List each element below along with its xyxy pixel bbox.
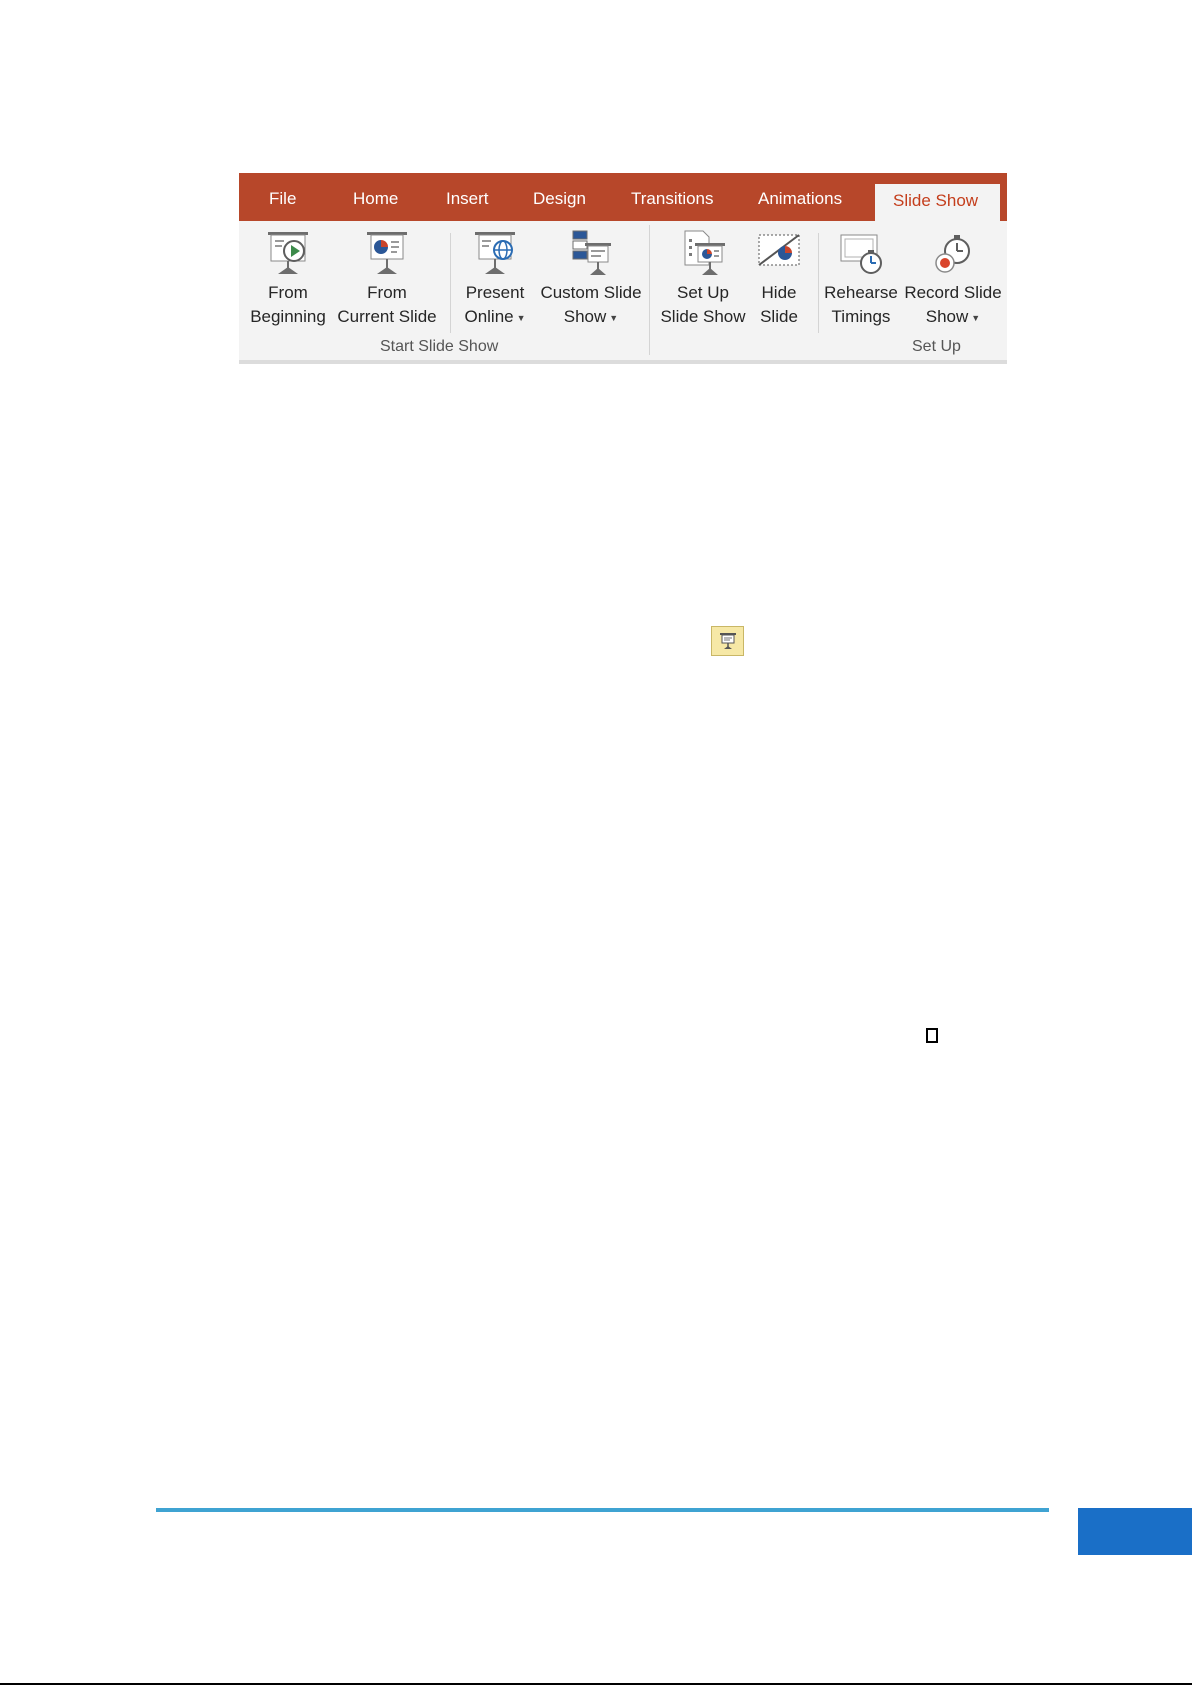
rehearse-timings-icon — [837, 229, 885, 277]
custom-slide-show-icon — [567, 229, 615, 277]
setup-slide-show-icon — [679, 229, 727, 277]
present-online-line1: Present — [465, 283, 525, 302]
group-label-start-slide-show: Start Slide Show — [380, 338, 499, 355]
presentation-screen-icon — [363, 229, 411, 277]
record-slide-show-icon — [929, 229, 977, 277]
hide-slide-line1: Hide — [761, 283, 797, 302]
group-separator — [649, 225, 650, 355]
from-beginning-button[interactable] — [245, 227, 331, 331]
custom-slide-show-line2-wrap — [535, 305, 647, 330]
custom-slide-show-button[interactable] — [535, 227, 647, 331]
rehearse-timings-button[interactable] — [821, 227, 901, 331]
tab-file[interactable]: File — [269, 189, 297, 208]
from-beginning-line1: From — [268, 283, 308, 302]
group-separator — [818, 233, 819, 333]
tab-animations[interactable]: Animations — [758, 189, 843, 208]
record-slide-show-line2: Show — [925, 307, 969, 326]
rehearse-timings-line2: Timings — [831, 307, 891, 326]
set-up-slide-show-line1: Set Up — [677, 283, 729, 302]
group-label-set-up: Set Up — [912, 338, 961, 355]
rehearse-timings-line1: Rehearse — [824, 283, 898, 302]
presentation-screen-icon — [719, 632, 737, 650]
empty-square-icon — [926, 1028, 938, 1043]
custom-slide-show-line1: Custom Slide — [540, 283, 642, 302]
set-up-slide-show-button[interactable] — [655, 227, 751, 331]
hide-slide-button[interactable] — [751, 227, 807, 331]
chevron-down-icon[interactable]: ▼ — [516, 312, 526, 323]
hide-slide-icon — [755, 229, 803, 277]
powerpoint-ribbon — [239, 173, 1007, 364]
ribbon-toolbar — [239, 221, 1007, 364]
from-current-slide-line1: From — [367, 283, 407, 302]
chevron-down-icon[interactable]: ▼ — [609, 312, 619, 323]
custom-slide-show-line2: Show — [563, 307, 607, 326]
chevron-down-icon[interactable]: ▼ — [971, 312, 981, 323]
record-slide-show-button[interactable] — [901, 227, 1005, 331]
present-online-line2: Online — [464, 307, 514, 326]
from-beginning-line2: Beginning — [250, 307, 326, 326]
from-current-slide-line2: Current Slide — [337, 307, 437, 326]
record-slide-show-line1: Record Slide — [904, 283, 1002, 302]
ribbon-bottom-border — [239, 360, 1007, 364]
tab-home[interactable]: Home — [353, 189, 399, 208]
page-number-tab — [1078, 1508, 1192, 1555]
group-separator — [450, 233, 451, 333]
present-online-line2-wrap — [455, 305, 535, 330]
present-online-icon — [471, 229, 519, 277]
play-presentation-icon — [264, 229, 312, 277]
from-current-slide-button[interactable] — [333, 227, 441, 331]
hide-slide-line2: Slide — [760, 307, 798, 326]
footer-divider-line — [156, 1508, 1049, 1512]
tab-insert[interactable]: Insert — [446, 189, 489, 208]
present-online-button[interactable] — [455, 227, 535, 331]
slide-show-inline-icon — [711, 626, 744, 656]
tab-design[interactable]: Design — [533, 189, 586, 208]
tab-slide-show[interactable]: Slide Show — [875, 184, 1000, 221]
tab-transitions[interactable]: Transitions — [631, 189, 714, 208]
set-up-slide-show-line2: Slide Show — [660, 307, 746, 326]
ribbon-tab-bar — [239, 173, 1007, 221]
record-slide-show-line2-wrap — [901, 305, 1005, 330]
